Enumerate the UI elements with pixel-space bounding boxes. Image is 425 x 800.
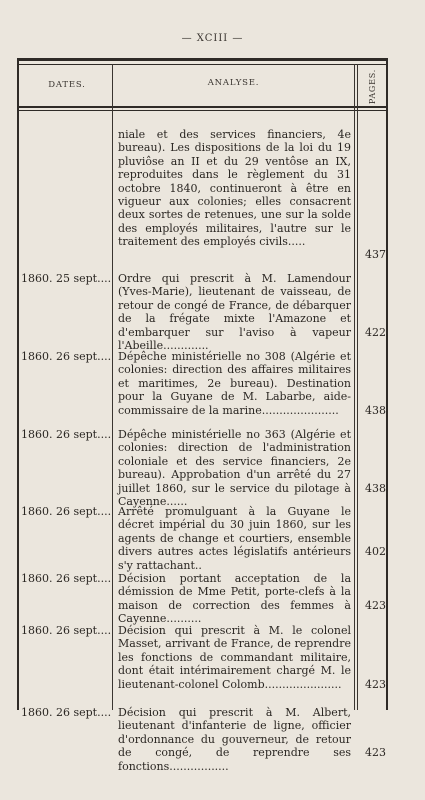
entry-page: 438 <box>365 482 386 495</box>
entry-analysis: Dépêche ministérielle no 308 (Algérie et colonies: direction des affaires militaires et maritimes, 2e bureau). Destination pour la Guyane de M. Labarbe, aide-commissaire de la marine...................... <box>118 350 351 417</box>
entry-page: 423 <box>365 746 386 759</box>
column-header-dates: DATES. <box>48 80 86 90</box>
entry-analysis: Arrêté promulguant à la Guyane le décret impérial du 30 juin 1860, sur les agents de change et courtiers, ensemble divers autres actes législatifs antérieurs s'y rattachant.. <box>118 505 351 572</box>
entry-page: 423 <box>365 599 386 612</box>
entry-date: 1860. 26 sept.... <box>21 505 112 518</box>
column-header-analyse: ANALYSE. <box>207 78 260 88</box>
entry-page: 423 <box>365 678 386 691</box>
entry-analysis: niale et des services financiers, 4e bureau). Les dispositions de la loi du 19 pluviôse an II et du 29 ventôse an IX, reproduites dans le règlement du 31 octobre 1840, continueront à être en vigueur aux colonies; elles consacrent deux sortes de retenues, une sur la solde des employés militaires, l'autre sur le traitement des employés civils..... <box>118 128 351 249</box>
entry-date: 1860. 26 sept.... <box>21 624 112 637</box>
entry-page: 422 <box>365 326 386 339</box>
column-header-pages: PAGES. <box>368 68 378 104</box>
entry-date: 1860. 25 sept.... <box>21 272 112 285</box>
entry-analysis: Décision portant acceptation de la démission de Mme Petit, porte-clefs à la maison de correction des femmes à Cayenne.......... <box>118 572 351 626</box>
entry-analysis: Ordre qui prescrit à M. Lamendour (Yves-Marie), lieutenant de vaisseau, de retour de congé de France, de débarquer de la frégate mixte l'Amazone et d'embarquer sur l'aviso à vapeur l'Abeille............. <box>118 272 351 353</box>
entry-page: 438 <box>365 404 386 417</box>
entry-analysis: Décision qui prescrit à M. le colonel Masset, arrivant de France, de reprendre les fonctions de commandant militaire, dont était intérimairement chargé M. le lieutenant-colonel Colomb...................... <box>118 624 351 691</box>
table-frame <box>17 58 388 773</box>
entry-date: 1860. 26 sept.... <box>21 428 112 441</box>
entry-date: 1860. 26 sept.... <box>21 706 112 719</box>
entry-date: 1860. 26 sept.... <box>21 350 112 363</box>
page-folio: — XCIII — <box>181 33 244 44</box>
entry-page: 437 <box>365 248 386 261</box>
entry-page: 402 <box>365 545 386 558</box>
entry-date: 1860. 26 sept.... <box>21 572 112 585</box>
entry-analysis: Dépêche ministérielle no 363 (Algérie et colonies: direction de l'administration coloniale et des service financiers, 2e bureau). Approbation d'un arrêté du 27 juillet 1860, sur le service du pilotage à Cayenne...... <box>118 428 351 509</box>
entry-analysis: Décision qui prescrit à M. Albert, lieutenant d'infanterie de ligne, officier d'ordonnance du gouverneur, de retour de congé, de reprendre ses fonctions................. <box>118 706 351 773</box>
